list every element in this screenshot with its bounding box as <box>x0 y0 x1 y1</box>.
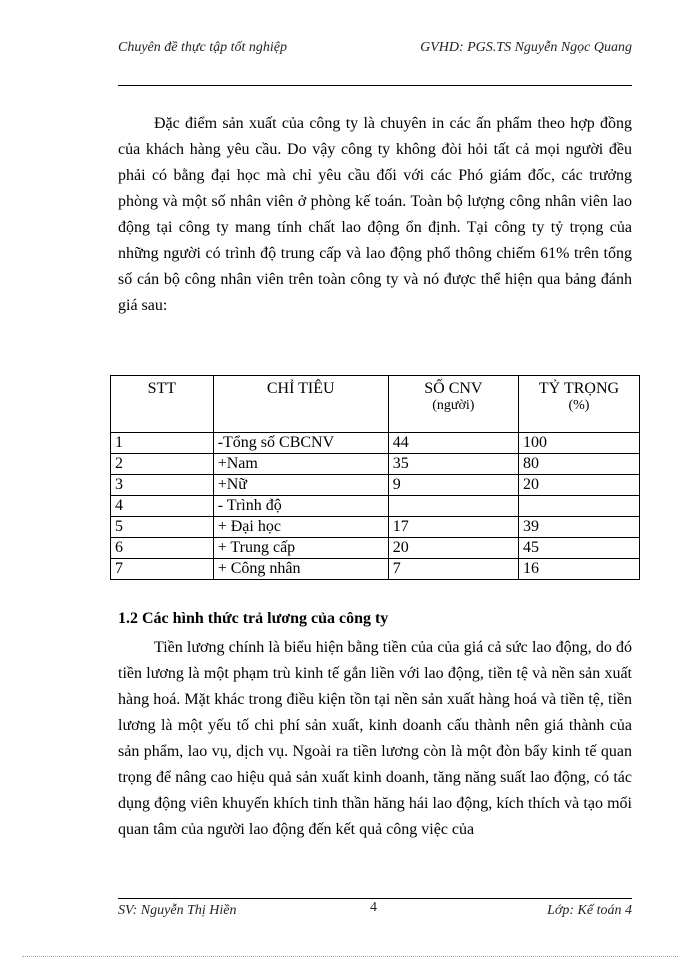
cell-chitieu: +Nữ <box>213 475 388 496</box>
header-supervisor: GVHD: PGS.TS Nguyễn Ngọc Quang <box>420 40 632 55</box>
table-header-row <box>111 376 640 433</box>
header-socnv-unit: (người) <box>432 398 475 413</box>
section-title: 1.2 Các hình thức trả lương của công ty <box>118 610 389 627</box>
cell-chitieu: - Trình độ <box>213 496 388 517</box>
cell-stt: 5 <box>111 517 214 538</box>
header-socnv-label: SỐ CNV <box>424 380 483 397</box>
footer-divider <box>118 898 632 899</box>
cell-socnv: 35 <box>388 454 518 475</box>
cell-chitieu: -Tổng số CBCNV <box>213 433 388 454</box>
header-course-title: Chuyên đề thực tập tốt nghiệp <box>118 40 287 55</box>
header-chitieu: CHỈ TIÊU <box>213 376 388 433</box>
table-row <box>111 496 640 517</box>
table-row <box>111 538 640 559</box>
cell-tytrong: 16 <box>518 559 639 580</box>
table-row <box>111 433 640 454</box>
header-divider <box>118 85 632 86</box>
cell-tytrong: 45 <box>518 538 639 559</box>
cell-stt: 7 <box>111 559 214 580</box>
cell-chitieu: +Nam <box>213 454 388 475</box>
cell-chitieu: + Trung cấp <box>213 538 388 559</box>
cell-chitieu: + Đại học <box>213 517 388 538</box>
cell-stt: 4 <box>111 496 214 517</box>
cell-socnv: 7 <box>388 559 518 580</box>
cell-socnv <box>388 496 518 517</box>
cell-stt: 2 <box>111 454 214 475</box>
header-tytrong-unit: (%) <box>568 398 590 413</box>
page-footer <box>118 900 632 925</box>
staff-statistics-table <box>110 375 640 580</box>
header-stt: STT <box>111 376 214 433</box>
cell-tytrong: 100 <box>518 433 639 454</box>
cell-tytrong: 80 <box>518 454 639 475</box>
intro-paragraph: Đặc điểm sản xuất của công ty là chuyên in các ấn phẩm theo hợp đồng của khách hàng yêu cầu. Do vậy công ty không đòi hỏi tất cả mọi người đều phải có bằng đại học mà chỉ yêu cầu đối với các Phó giám đốc, các trưởng phòng và một số nhân viên ở phòng kế toán. Toàn bộ lượng công nhân viên lao động tại công ty mang tính chất lao động ổn định. Tại công ty tỷ trọng của những người có trình độ trung cấp và lao động phổ thông chiếm 61% trên tổng số cán bộ công nhân viên trên toàn công ty và nó được thể hiện qua bảng đánh giá sau: <box>118 115 632 314</box>
footer-class: Lớp: Kế toán 4 <box>547 903 632 918</box>
page-header <box>118 40 632 62</box>
page-number: 4 <box>370 900 377 915</box>
cell-tytrong <box>518 496 639 517</box>
footer-student-name: SV: Nguyễn Thị Hiền <box>118 903 237 918</box>
page-edge <box>22 956 678 957</box>
cell-tytrong: 20 <box>518 475 639 496</box>
header-tytrong-label: TỶ TRỌNG <box>538 380 620 397</box>
cell-socnv: 44 <box>388 433 518 454</box>
cell-chitieu: + Công nhân <box>213 559 388 580</box>
header-socnv <box>388 376 518 433</box>
table-row <box>111 559 640 580</box>
salary-paragraph: Tiền lương chính là biểu hiện bằng tiền của của giá cả sức lao động, do đó tiền lương là một phạm trù kinh tế gắn liền với lao động, tiền tệ và nền sản xuất hàng hoá. Mặt khác trong điều kiện tồn tại nền sản xuất hàng hoá và tiền tệ, tiền lương là một yếu tố chi phí sản xuất, kinh doanh cấu thành nên giá thành của sản phẩm, lao vụ, dịch vụ. Ngoài ra tiền lương còn là một đòn bẩy kinh tế quan trọng để nâng cao hiệu quả sản xuất kinh doanh, tăng năng suất lao động, có tác dụng động viên khuyến khích tinh thần hăng hái lao động, kích thích và tạo mối quan tâm của người lao động đến kết quả công việc của <box>118 639 632 838</box>
table-row <box>111 454 640 475</box>
cell-socnv: 17 <box>388 517 518 538</box>
cell-socnv: 20 <box>388 538 518 559</box>
header-tytrong <box>518 376 639 433</box>
cell-stt: 6 <box>111 538 214 559</box>
cell-stt: 3 <box>111 475 214 496</box>
cell-stt: 1 <box>111 433 214 454</box>
cell-socnv: 9 <box>388 475 518 496</box>
cell-tytrong: 39 <box>518 517 639 538</box>
table-row <box>111 517 640 538</box>
table-row <box>111 475 640 496</box>
